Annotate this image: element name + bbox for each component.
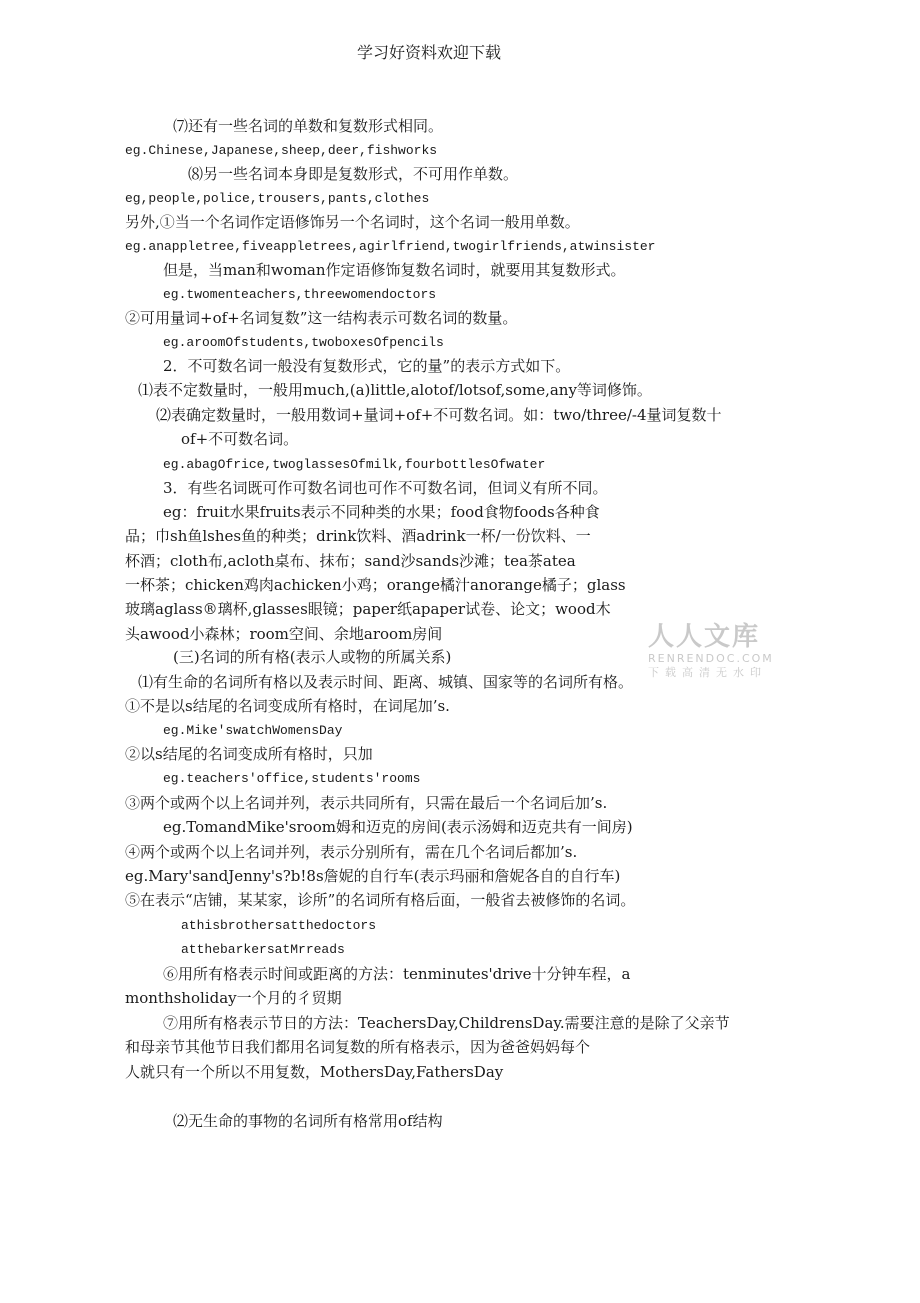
text-line: ⑴表不定数量时，一般用much,(a)little,alotof/lotsof,some,any等词修饰。 [138,381,652,399]
text-line: 头awood小森林；room空间、余地aroom房间 [125,625,443,643]
text-line: 人就只有一个所以不用复数，MothersDay,FathersDay [125,1063,504,1081]
text-line: 品；巾sh鱼lshes鱼的种类；drink饮料、酒adrink一杯/一份饮料、一 [125,527,591,545]
example-line: eg.Mike'swatchWomensDay [163,723,343,738]
text-line: ⑦用所有格表示节日的方法：TeachersDay,ChildrensDay.需要注意的是除了父亲节 [163,1014,730,1032]
text-line: 和母亲节其他节日我们都用名词复数的所有格表示，因为爸爸妈妈每个 [125,1038,591,1056]
text-line: ⑵无生命的事物的名词所有格常用of结构 [173,1112,443,1130]
text-line: of+不可数名词。 [181,430,299,448]
text-line: 玻璃aglass®璃杯,glasses眼镜；paper纸apaper试卷、论文；wood木 [125,600,611,618]
text-line: 但是，当man和woman作定语修饰复数名词时，就要用其复数形式。 [163,261,626,279]
text-line: ②可用量词+of+名词复数”这一结构表示可数名词的数量。 [125,309,518,327]
watermark-title: 人人文库 [648,622,761,652]
text-line: 一杯茶；chicken鸡肉achicken小鸡；orange橘汁anorange橘子；glass [125,576,626,594]
text-line: ⑺还有一些名词的单数和复数形式相同。 [173,117,444,135]
watermark-logo [648,622,774,680]
watermark-slogan: 下载高清无水印 [648,666,767,679]
example-line: eg.twomenteachers,threewomendoctors [163,287,437,302]
text-line: 2．不可数名词一般没有复数形式，它的量”的表示方式如下。 [163,357,571,375]
example-line: eg.abagOfrice,twoglassesOfmilk,fourbottlesOfwater [163,457,546,472]
watermark-domain: RENRENDOC.COM [648,652,774,665]
page-header: 学习好资料欢迎下载 [357,43,502,62]
text-line: eg.Mary'sandJenny's?b!8s詹妮的自行车(表示玛丽和詹妮各自的自行车) [125,867,621,885]
text-line: eg.TomandMike'sroom姆和迈克的房间(表示汤姆和迈克共有一间房) [163,818,633,836]
text-line: ①不是以s结尾的名词变成所有格时，在词尾加’s. [125,697,450,715]
text-line: ⑵表确定数量时，一般用数词+量词+of+不可数名词。如：two/three/-4量词复数十 [156,406,722,424]
section-heading: (三)名词的所有格(表示人或物的所属关系) [173,648,452,666]
text-line: 杯酒；cloth布,acloth桌布、抹布；sand沙sands沙滩；tea茶atea [125,552,576,570]
text-line: 3．有些名词既可作可数名词也可作不可数名词，但词义有所不同。 [163,479,608,497]
text-line: ⑥用所有格表示时间或距离的方法：tenminutes'drive十分钟车程，a [163,965,631,983]
example-line: eg.teachers'office,students'rooms [163,771,421,786]
text-line: eg：fruit水果fruits表示不同种类的水果；food食物foods各种食 [163,503,600,521]
text-line: 另外,①当一个名词作定语修饰另一个名词时，这个名词一般用单数。 [125,213,580,231]
example-line: eg.Chinese,Japanese,sheep,deer,fishworks [125,143,438,158]
example-line: eg,people,police,trousers,pants,clothes [125,191,430,206]
text-line: ⑴有生命的名词所有格以及表示时间、距离、城镇、国家等的名词所有格。 [138,673,634,691]
text-line: ④两个或两个以上名词并列，表示分别所有，需在几个名词后都加’s. [125,843,578,861]
example-line: eg.aroomOfstudents,twoboxesOfpencils [163,335,444,350]
example-line: atthebarkersatMrreads [181,942,345,957]
example-line: athisbrothersatthedoctors [181,918,377,933]
text-line: ⑤在表示“店铺，某某家，诊所”的名词所有格后面，一般省去被修饰的名词。 [125,891,636,909]
text-line: monthsholiday一个月的彳贸期 [125,989,342,1007]
text-line: ②以s结尾的名词变成所有格时，只加 [125,745,373,763]
example-line: eg.anappletree,fiveappletrees,agirlfriend,twogirlfriends,atwinsister [125,239,656,254]
text-line: ③两个或两个以上名词并列，表示共同所有，只需在最后一个名词后加’s. [125,794,608,812]
text-line: ⑻另一些名词本身即是复数形式，不可用作单数。 [188,165,519,183]
